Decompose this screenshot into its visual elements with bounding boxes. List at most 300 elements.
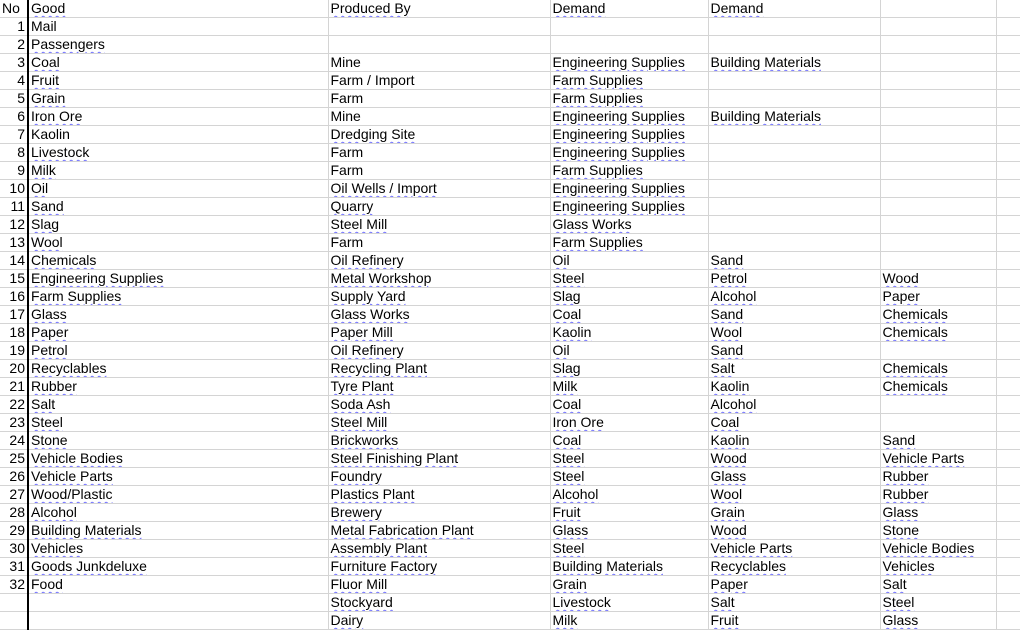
cell-demand-2[interactable] — [708, 162, 880, 180]
empty-cell[interactable] — [996, 594, 1020, 612]
cell-text: Salt — [31, 396, 56, 412]
cell-good[interactable] — [28, 450, 328, 468]
cell-demand-1[interactable] — [550, 432, 708, 450]
empty-cell[interactable] — [996, 306, 1020, 324]
cell-no[interactable] — [0, 504, 28, 522]
header-demand-1[interactable]: Demand — [550, 0, 708, 18]
empty-cell[interactable] — [996, 90, 1020, 108]
cell-demand-1[interactable] — [550, 504, 708, 522]
cell-demand-1[interactable] — [550, 198, 708, 216]
header-produced-by[interactable]: Produced By — [328, 0, 550, 18]
empty-cell[interactable] — [996, 396, 1020, 414]
cell-no[interactable] — [0, 468, 28, 486]
cell-demand-2[interactable] — [708, 252, 880, 270]
cell-text: Building Materials — [710, 54, 821, 70]
cell-demand-2[interactable] — [708, 126, 880, 144]
cell-produced-by[interactable] — [328, 414, 550, 432]
cell-demand-2[interactable] — [708, 486, 880, 504]
cell-demand-2[interactable] — [708, 36, 880, 54]
cell-text: 11 — [10, 198, 25, 214]
cell-demand-1[interactable] — [550, 180, 708, 198]
cell-text: Wood — [882, 270, 919, 286]
cell-produced-by[interactable] — [328, 162, 550, 180]
cell-text: Dairy — [330, 612, 364, 628]
cell-no[interactable] — [0, 522, 28, 540]
cell-text: 9 — [17, 162, 25, 178]
empty-cell[interactable] — [996, 144, 1020, 162]
cell-demand-3[interactable] — [880, 198, 996, 216]
cell-demand-1[interactable] — [550, 216, 708, 234]
cell-demand-2[interactable] — [708, 504, 880, 522]
cell-demand-1[interactable] — [550, 594, 708, 612]
empty-cell[interactable] — [996, 54, 1020, 72]
cell-demand-3[interactable] — [880, 108, 996, 126]
cell-demand-3[interactable] — [880, 486, 996, 504]
cell-good[interactable] — [28, 342, 328, 360]
cell-demand-2[interactable] — [708, 450, 880, 468]
cell-demand-1[interactable] — [550, 288, 708, 306]
cell-demand-1[interactable] — [550, 378, 708, 396]
cell-text: Glass Works — [552, 216, 632, 232]
cell-demand-2[interactable] — [708, 540, 880, 558]
empty-cell[interactable] — [996, 504, 1020, 522]
cell-no[interactable] — [0, 486, 28, 504]
table-row — [0, 306, 1020, 324]
cell-text: Farm Supplies — [552, 162, 643, 178]
cell-demand-1[interactable] — [550, 36, 708, 54]
empty-cell[interactable] — [996, 288, 1020, 306]
cell-demand-3[interactable] — [880, 306, 996, 324]
cell-text: Stone — [31, 432, 68, 448]
cell-demand-3[interactable] — [880, 54, 996, 72]
empty-cell[interactable] — [996, 576, 1020, 594]
empty-cell[interactable] — [996, 126, 1020, 144]
cell-demand-1[interactable] — [550, 522, 708, 540]
cell-text: Dredging Site — [330, 126, 416, 142]
cell-demand-3[interactable] — [880, 234, 996, 252]
cell-demand-3[interactable] — [880, 504, 996, 522]
table-row — [0, 90, 1020, 108]
cell-demand-2[interactable] — [708, 378, 880, 396]
cell-demand-3[interactable] — [880, 342, 996, 360]
cell-good[interactable] — [28, 396, 328, 414]
cell-demand-3[interactable] — [880, 432, 996, 450]
cell-demand-1[interactable] — [550, 486, 708, 504]
cell-no[interactable] — [0, 162, 28, 180]
cell-good[interactable] — [28, 108, 328, 126]
cell-demand-3[interactable] — [880, 378, 996, 396]
cell-demand-2[interactable] — [708, 306, 880, 324]
empty-cell[interactable] — [996, 378, 1020, 396]
cell-demand-3[interactable] — [880, 450, 996, 468]
empty-cell[interactable] — [996, 612, 1020, 630]
header-no[interactable]: No — [0, 0, 28, 18]
empty-cell[interactable] — [996, 0, 1020, 18]
empty-cell[interactable] — [996, 252, 1020, 270]
cell-good[interactable] — [28, 126, 328, 144]
cell-no[interactable] — [0, 270, 28, 288]
cell-demand-2[interactable] — [708, 360, 880, 378]
cell-demand-1[interactable] — [550, 468, 708, 486]
cell-demand-2[interactable] — [708, 72, 880, 90]
cell-no[interactable] — [0, 252, 28, 270]
cell-no[interactable] — [0, 108, 28, 126]
cell-demand-1[interactable] — [550, 18, 708, 36]
cell-good[interactable] — [28, 576, 328, 594]
cell-no[interactable] — [0, 540, 28, 558]
cell-text: Oil Refinery — [330, 252, 404, 268]
cell-good[interactable] — [28, 36, 328, 54]
cell-good[interactable] — [28, 162, 328, 180]
cell-produced-by[interactable] — [328, 90, 550, 108]
cell-no[interactable] — [0, 432, 28, 450]
cell-demand-3[interactable] — [880, 126, 996, 144]
cell-demand-3[interactable] — [880, 72, 996, 90]
cell-text: Farm Supplies — [552, 72, 643, 88]
cell-text: Iron Ore — [552, 414, 604, 430]
cell-good[interactable] — [28, 90, 328, 108]
cell-no[interactable] — [0, 342, 28, 360]
empty-cell[interactable] — [996, 342, 1020, 360]
empty-cell[interactable] — [996, 522, 1020, 540]
cell-good[interactable] — [28, 288, 328, 306]
cell-demand-3[interactable] — [880, 414, 996, 432]
cell-produced-by[interactable] — [328, 396, 550, 414]
cell-text: Chemicals — [31, 252, 97, 268]
cell-demand-2[interactable] — [708, 54, 880, 72]
cell-text: Tyre Plant — [330, 378, 394, 394]
cell-produced-by[interactable] — [328, 486, 550, 504]
cell-good[interactable] — [28, 234, 328, 252]
cell-demand-1[interactable] — [550, 72, 708, 90]
cell-good[interactable] — [28, 558, 328, 576]
cell-demand-2[interactable] — [708, 342, 880, 360]
cell-good[interactable] — [28, 270, 328, 288]
cell-demand-2[interactable] — [708, 396, 880, 414]
cell-text: Paper — [31, 324, 69, 340]
table-row — [0, 180, 1020, 198]
cell-produced-by[interactable] — [328, 576, 550, 594]
cell-demand-3[interactable] — [880, 288, 996, 306]
cell-text: Soda Ash — [330, 396, 391, 412]
cell-produced-by[interactable] — [328, 594, 550, 612]
cell-produced-by[interactable] — [328, 342, 550, 360]
cell-demand-2[interactable] — [708, 90, 880, 108]
cell-text: Sand — [710, 306, 744, 322]
cell-no[interactable] — [0, 414, 28, 432]
cell-demand-2[interactable] — [708, 216, 880, 234]
cell-produced-by[interactable] — [328, 234, 550, 252]
cell-demand-3[interactable] — [880, 36, 996, 54]
cell-good[interactable] — [28, 594, 328, 612]
cell-no[interactable] — [0, 306, 28, 324]
empty-cell[interactable] — [996, 486, 1020, 504]
empty-cell[interactable] — [996, 18, 1020, 36]
cell-produced-by[interactable] — [328, 144, 550, 162]
cell-demand-1[interactable] — [550, 306, 708, 324]
cell-demand-1[interactable] — [550, 396, 708, 414]
cell-no[interactable] — [0, 18, 28, 36]
cell-demand-3[interactable] — [880, 612, 996, 630]
cell-no[interactable] — [0, 396, 28, 414]
cell-demand-2[interactable] — [708, 522, 880, 540]
cell-demand-2[interactable] — [708, 414, 880, 432]
cell-demand-1[interactable] — [550, 126, 708, 144]
cell-produced-by[interactable] — [328, 450, 550, 468]
cell-good[interactable] — [28, 18, 328, 36]
cell-no[interactable] — [0, 360, 28, 378]
cell-demand-1[interactable] — [550, 234, 708, 252]
empty-cell[interactable] — [996, 468, 1020, 486]
cell-produced-by[interactable] — [328, 324, 550, 342]
cell-demand-1[interactable] — [550, 144, 708, 162]
empty-cell[interactable] — [996, 558, 1020, 576]
cell-text: 13 — [9, 234, 25, 250]
cell-no[interactable] — [0, 216, 28, 234]
cell-demand-3[interactable] — [880, 216, 996, 234]
cell-good[interactable] — [28, 216, 328, 234]
cell-demand-1[interactable] — [550, 252, 708, 270]
cell-produced-by[interactable] — [328, 270, 550, 288]
cell-good[interactable] — [28, 180, 328, 198]
cell-demand-2[interactable] — [708, 468, 880, 486]
empty-cell[interactable] — [996, 324, 1020, 342]
cell-demand-3[interactable] — [880, 90, 996, 108]
cell-text: Wood — [710, 522, 747, 538]
cell-demand-1[interactable] — [550, 108, 708, 126]
cell-good[interactable] — [28, 468, 328, 486]
cell-demand-3[interactable] — [880, 252, 996, 270]
cell-demand-3[interactable] — [880, 180, 996, 198]
cell-text: Glass — [710, 468, 747, 484]
cell-no[interactable] — [0, 324, 28, 342]
cell-produced-by[interactable] — [328, 108, 550, 126]
header-demand-3[interactable] — [880, 0, 996, 18]
cell-good[interactable] — [28, 540, 328, 558]
cell-text: Vehicle Parts — [882, 450, 965, 466]
cell-good[interactable] — [28, 378, 328, 396]
cell-text: Stone — [882, 522, 920, 538]
empty-cell[interactable] — [996, 450, 1020, 468]
cell-text: Coal — [552, 306, 582, 322]
cell-good[interactable] — [28, 432, 328, 450]
cell-demand-3[interactable] — [880, 18, 996, 36]
cell-text: Paper — [882, 288, 920, 304]
cell-text: Fruit — [31, 72, 59, 88]
cell-demand-3[interactable] — [880, 576, 996, 594]
cell-no[interactable] — [0, 72, 28, 90]
cell-produced-by[interactable] — [328, 306, 550, 324]
table-row — [0, 144, 1020, 162]
cell-demand-2[interactable] — [708, 594, 880, 612]
empty-cell[interactable] — [996, 108, 1020, 126]
cell-text: Alcohol — [710, 288, 757, 304]
cell-demand-1[interactable] — [550, 450, 708, 468]
empty-cell[interactable] — [996, 234, 1020, 252]
empty-cell[interactable] — [996, 216, 1020, 234]
cell-good[interactable] — [28, 306, 328, 324]
cell-demand-3[interactable] — [880, 162, 996, 180]
cell-demand-2[interactable] — [708, 198, 880, 216]
cell-demand-3[interactable] — [880, 396, 996, 414]
cell-produced-by[interactable] — [328, 216, 550, 234]
cell-demand-1[interactable] — [550, 558, 708, 576]
cell-no[interactable] — [0, 612, 28, 630]
cell-produced-by[interactable] — [328, 126, 550, 144]
cell-no[interactable] — [0, 54, 28, 72]
cell-produced-by[interactable] — [328, 612, 550, 630]
cell-produced-by[interactable] — [328, 432, 550, 450]
cell-good[interactable] — [28, 144, 328, 162]
cell-no[interactable] — [0, 378, 28, 396]
cell-no[interactable] — [0, 198, 28, 216]
cell-produced-by[interactable] — [328, 288, 550, 306]
cell-demand-3[interactable] — [880, 144, 996, 162]
cell-demand-1[interactable] — [550, 540, 708, 558]
cell-good[interactable] — [28, 198, 328, 216]
cell-text: Foundry — [330, 468, 382, 484]
header-good[interactable]: Good — [28, 0, 328, 18]
cell-demand-3[interactable] — [880, 594, 996, 612]
cell-text: Steel — [552, 270, 585, 286]
cell-no[interactable] — [0, 36, 28, 54]
cell-good[interactable] — [28, 612, 328, 630]
cell-demand-2[interactable] — [708, 180, 880, 198]
cell-good[interactable] — [28, 414, 328, 432]
cell-good[interactable] — [28, 324, 328, 342]
cell-produced-by[interactable] — [328, 18, 550, 36]
cell-good[interactable] — [28, 360, 328, 378]
cell-text: Engineering Supplies — [552, 144, 685, 160]
table-row — [0, 576, 1020, 594]
cell-demand-2[interactable] — [708, 432, 880, 450]
table-row — [0, 432, 1020, 450]
cell-demand-1[interactable] — [550, 162, 708, 180]
cell-produced-by[interactable] — [328, 36, 550, 54]
cell-demand-3[interactable] — [880, 270, 996, 288]
cell-produced-by[interactable] — [328, 252, 550, 270]
table-row — [0, 54, 1020, 72]
cell-demand-1[interactable] — [550, 342, 708, 360]
cell-text: Farm / Import — [330, 72, 415, 88]
cell-demand-1[interactable] — [550, 324, 708, 342]
cell-demand-3[interactable] — [880, 468, 996, 486]
cell-text: Plastics Plant — [330, 486, 415, 502]
cell-no[interactable] — [0, 90, 28, 108]
cell-text: Grain — [31, 90, 66, 106]
cell-demand-1[interactable] — [550, 360, 708, 378]
cell-demand-1[interactable] — [550, 414, 708, 432]
cell-demand-3[interactable] — [880, 360, 996, 378]
cell-demand-2[interactable] — [708, 270, 880, 288]
cell-good[interactable] — [28, 252, 328, 270]
cell-no[interactable] — [0, 576, 28, 594]
cell-good[interactable] — [28, 72, 328, 90]
cell-produced-by[interactable] — [328, 558, 550, 576]
cell-demand-2[interactable] — [708, 288, 880, 306]
empty-cell[interactable] — [996, 72, 1020, 90]
cell-demand-2[interactable] — [708, 234, 880, 252]
cell-text: Supply Yard — [330, 288, 406, 304]
cell-produced-by[interactable] — [328, 198, 550, 216]
empty-cell[interactable] — [996, 162, 1020, 180]
header-demand-2[interactable]: Demand — [708, 0, 880, 18]
cell-produced-by[interactable] — [328, 378, 550, 396]
cell-demand-2[interactable] — [708, 144, 880, 162]
cell-demand-2[interactable] — [708, 324, 880, 342]
cell-produced-by[interactable] — [328, 468, 550, 486]
cell-no[interactable] — [0, 594, 28, 612]
cell-produced-by[interactable] — [328, 180, 550, 198]
empty-cell[interactable] — [996, 36, 1020, 54]
cell-text: Vehicles — [882, 558, 935, 574]
cell-no[interactable] — [0, 288, 28, 306]
cell-demand-1[interactable] — [550, 270, 708, 288]
cell-good[interactable] — [28, 54, 328, 72]
cell-text: Petrol — [710, 270, 748, 286]
empty-cell[interactable] — [996, 414, 1020, 432]
cell-no[interactable] — [0, 180, 28, 198]
cell-demand-1[interactable] — [550, 54, 708, 72]
cell-no[interactable] — [0, 450, 28, 468]
cell-demand-2[interactable] — [708, 576, 880, 594]
empty-cell[interactable] — [996, 180, 1020, 198]
empty-cell[interactable] — [996, 432, 1020, 450]
cell-text: Slag — [552, 288, 581, 304]
cell-demand-1[interactable] — [550, 90, 708, 108]
empty-cell[interactable] — [996, 270, 1020, 288]
cell-produced-by[interactable] — [328, 54, 550, 72]
cell-produced-by[interactable] — [328, 504, 550, 522]
cell-text: 22 — [9, 396, 25, 412]
cell-good[interactable] — [28, 486, 328, 504]
cell-demand-3[interactable] — [880, 540, 996, 558]
cell-text: Salt — [710, 360, 735, 376]
cell-produced-by[interactable] — [328, 360, 550, 378]
cell-demand-3[interactable] — [880, 558, 996, 576]
cell-demand-2[interactable] — [708, 108, 880, 126]
cell-demand-3[interactable] — [880, 522, 996, 540]
cell-text: Farm — [330, 162, 364, 178]
cell-demand-1[interactable] — [550, 576, 708, 594]
cell-text: Coal — [552, 396, 582, 412]
table-row — [0, 234, 1020, 252]
cell-text: Oil — [552, 252, 570, 268]
cell-produced-by[interactable] — [328, 540, 550, 558]
table-row — [0, 270, 1020, 288]
empty-cell[interactable] — [996, 540, 1020, 558]
cell-no[interactable] — [0, 144, 28, 162]
cell-produced-by[interactable] — [328, 522, 550, 540]
cell-no[interactable] — [0, 234, 28, 252]
cell-demand-2[interactable] — [708, 18, 880, 36]
cell-demand-1[interactable] — [550, 612, 708, 630]
cell-demand-3[interactable] — [880, 324, 996, 342]
cell-no[interactable] — [0, 558, 28, 576]
cell-good[interactable] — [28, 522, 328, 540]
cell-no[interactable] — [0, 126, 28, 144]
table-row — [0, 324, 1020, 342]
cell-text: Chemicals — [882, 378, 948, 394]
cell-demand-2[interactable] — [708, 612, 880, 630]
empty-cell[interactable] — [996, 198, 1020, 216]
cell-good[interactable] — [28, 504, 328, 522]
cell-text: 1 — [17, 18, 25, 34]
cell-text: Chemicals — [882, 306, 948, 322]
cell-produced-by[interactable] — [328, 72, 550, 90]
empty-cell[interactable] — [996, 360, 1020, 378]
cell-demand-2[interactable] — [708, 558, 880, 576]
